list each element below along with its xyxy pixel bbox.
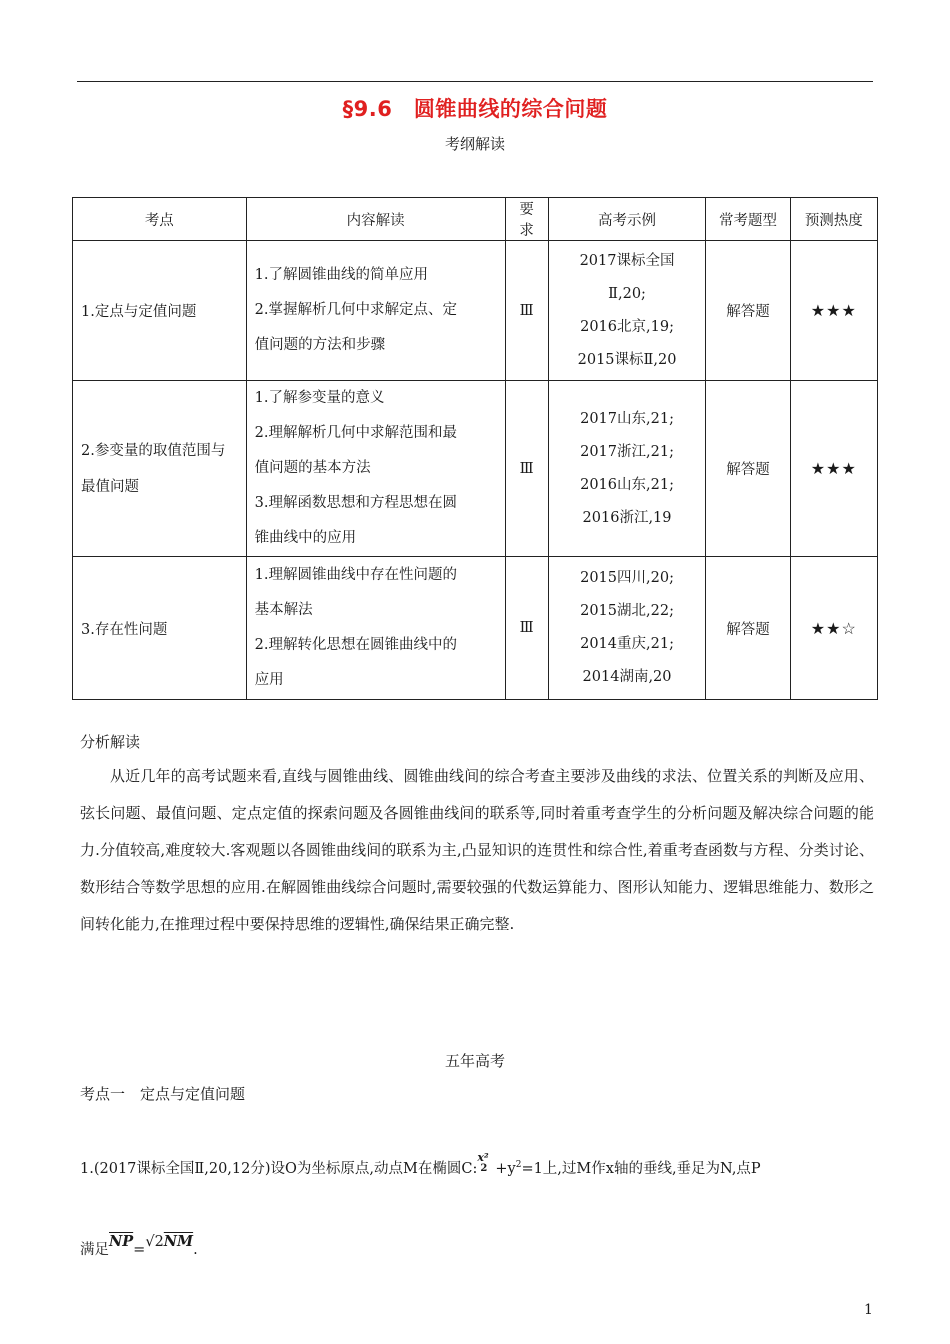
cell-examples (548, 557, 706, 700)
table-row (73, 381, 878, 557)
period: . (193, 1242, 198, 1258)
content-line: 1.了解参变量的意义 (254, 390, 385, 406)
cell-requirement: Ⅲ (505, 241, 548, 381)
example-line: 2015湖北,22; (580, 603, 674, 619)
header-content: 内容解读 (246, 198, 505, 241)
content-line: 3.理解函数思想和方程思想在圆 (254, 495, 457, 511)
superscript: 2 (515, 1160, 522, 1171)
header-examples: 高考示例 (548, 198, 706, 241)
fraction-numerator: x² (477, 1151, 489, 1164)
question-text: 满足 (80, 1242, 109, 1258)
cell-requirement: Ⅲ (505, 557, 548, 700)
example-line: 2015课标Ⅱ,20 (577, 351, 677, 368)
content-line: 1.了解圆锥曲线的简单应用 (254, 267, 428, 283)
equals-sign: = (133, 1242, 146, 1258)
vector-np: $\overline{NP}$ (109, 1233, 134, 1250)
content-line: 锥曲线中的应用 (254, 530, 357, 546)
example-line: 2014重庆,21; (580, 636, 674, 652)
analysis-label: 分析解读 (80, 733, 141, 751)
page-number: 1 (864, 1302, 873, 1318)
content-line: 应用 (254, 672, 284, 688)
question-text: 1.(2017课标全国Ⅱ,20,12分)设O为坐标原点,动点M在椭圆C: (80, 1161, 478, 1177)
question-text: +y (495, 1161, 516, 1177)
header-heat: 预测热度 (790, 198, 877, 241)
table-row (73, 557, 878, 700)
cell-content (246, 381, 505, 557)
cell-point: 3.存在性问题 (73, 557, 247, 700)
example-line: 2016浙江,19 (582, 509, 672, 526)
cell-requirement: Ⅲ (505, 381, 548, 557)
example-line: 2016山东,21; (580, 476, 674, 493)
example-line: 2016北京,19; (580, 318, 674, 335)
header-requirement: 要求 (505, 198, 548, 241)
vector-nm: $\overline{NM}$ (163, 1233, 194, 1250)
cell-content (246, 557, 505, 700)
header-point: 考点 (73, 198, 247, 241)
cell-type: 解答题 (706, 557, 790, 700)
content-line: 值问题的基本方法 (254, 460, 371, 476)
example-line: Ⅱ,20; (608, 285, 646, 302)
page-subtitle: 考纲解读 (444, 135, 505, 153)
cell-type: 解答题 (706, 381, 790, 557)
question-text: =1上,过M作x轴的垂线,垂足为N,点P (521, 1161, 761, 1177)
example-line: 2017山东,21; (580, 410, 674, 427)
content-line: 2.理解解析几何中求解范围和最 (254, 425, 457, 441)
fraction-denominator: 2 (480, 1163, 488, 1174)
cell-heat: ★★☆ (790, 557, 877, 700)
cell-heat: ★★★ (790, 381, 877, 557)
table-header-row (73, 198, 878, 241)
content-line: 基本解法 (254, 602, 313, 618)
header-type: 常考题型 (706, 198, 790, 241)
content-line: 值问题的方法和步骤 (254, 337, 386, 353)
question-line-2 (80, 1233, 198, 1259)
cell-content (246, 241, 505, 381)
cell-examples (548, 241, 706, 381)
cell-heat: ★★★ (790, 241, 877, 381)
topic-label: 考点一 定点与定值问题 (80, 1085, 246, 1103)
question-line-1 (80, 1151, 761, 1178)
header-rule (77, 81, 873, 82)
sqrt-two: √2 (145, 1234, 164, 1250)
example-line: 2017浙江,21; (580, 443, 674, 460)
cell-examples (548, 381, 706, 557)
content-line: 2.掌握解析几何中求解定点、定 (254, 302, 457, 318)
cell-point: 2.参变量的取值范围与最值问题 (73, 381, 247, 557)
table-row (73, 241, 878, 381)
syllabus-table (72, 197, 878, 700)
example-line: 2015四川,20; (580, 570, 674, 586)
example-line: 2017课标全国 (579, 252, 675, 269)
analysis-text: 从近几年的高考试题来看,直线与圆锥曲线、圆锥曲线间的综合考查主要涉及曲线的求法、位置关系的判断及应用、弦长问题、最值问题、定点定值的探索问题及各圆锥曲线间的联系等,同时着重考查学生的分析问题及解决综合问题的能力.分值较高,难度较大.客观题以各圆锥曲线间的联系为主,凸显知识的连贯性和综合性,着重考查函数与方程、分类讨论、数形结合等数学思想的应用.在解圆锥曲线综合问题时,需要较强的代数运算能力、图形认知能力、逻辑思维能力、数形之间转化能力,在推理过程中要保持思维的逻辑性,确保结果正确完整. (80, 767, 874, 933)
content-line: 2.理解转化思想在圆锥曲线中的 (254, 637, 457, 653)
analysis-paragraph (80, 758, 874, 943)
content-line: 1.理解圆锥曲线中存在性问题的 (254, 567, 457, 583)
page-title: §9.6 圆锥曲线的综合问题 (342, 97, 608, 121)
example-line: 2014湖南,20 (582, 669, 672, 685)
cell-point: 1.定点与定值问题 (73, 241, 247, 381)
cell-type: 解答题 (706, 241, 790, 381)
five-years-heading: 五年高考 (444, 1052, 505, 1070)
